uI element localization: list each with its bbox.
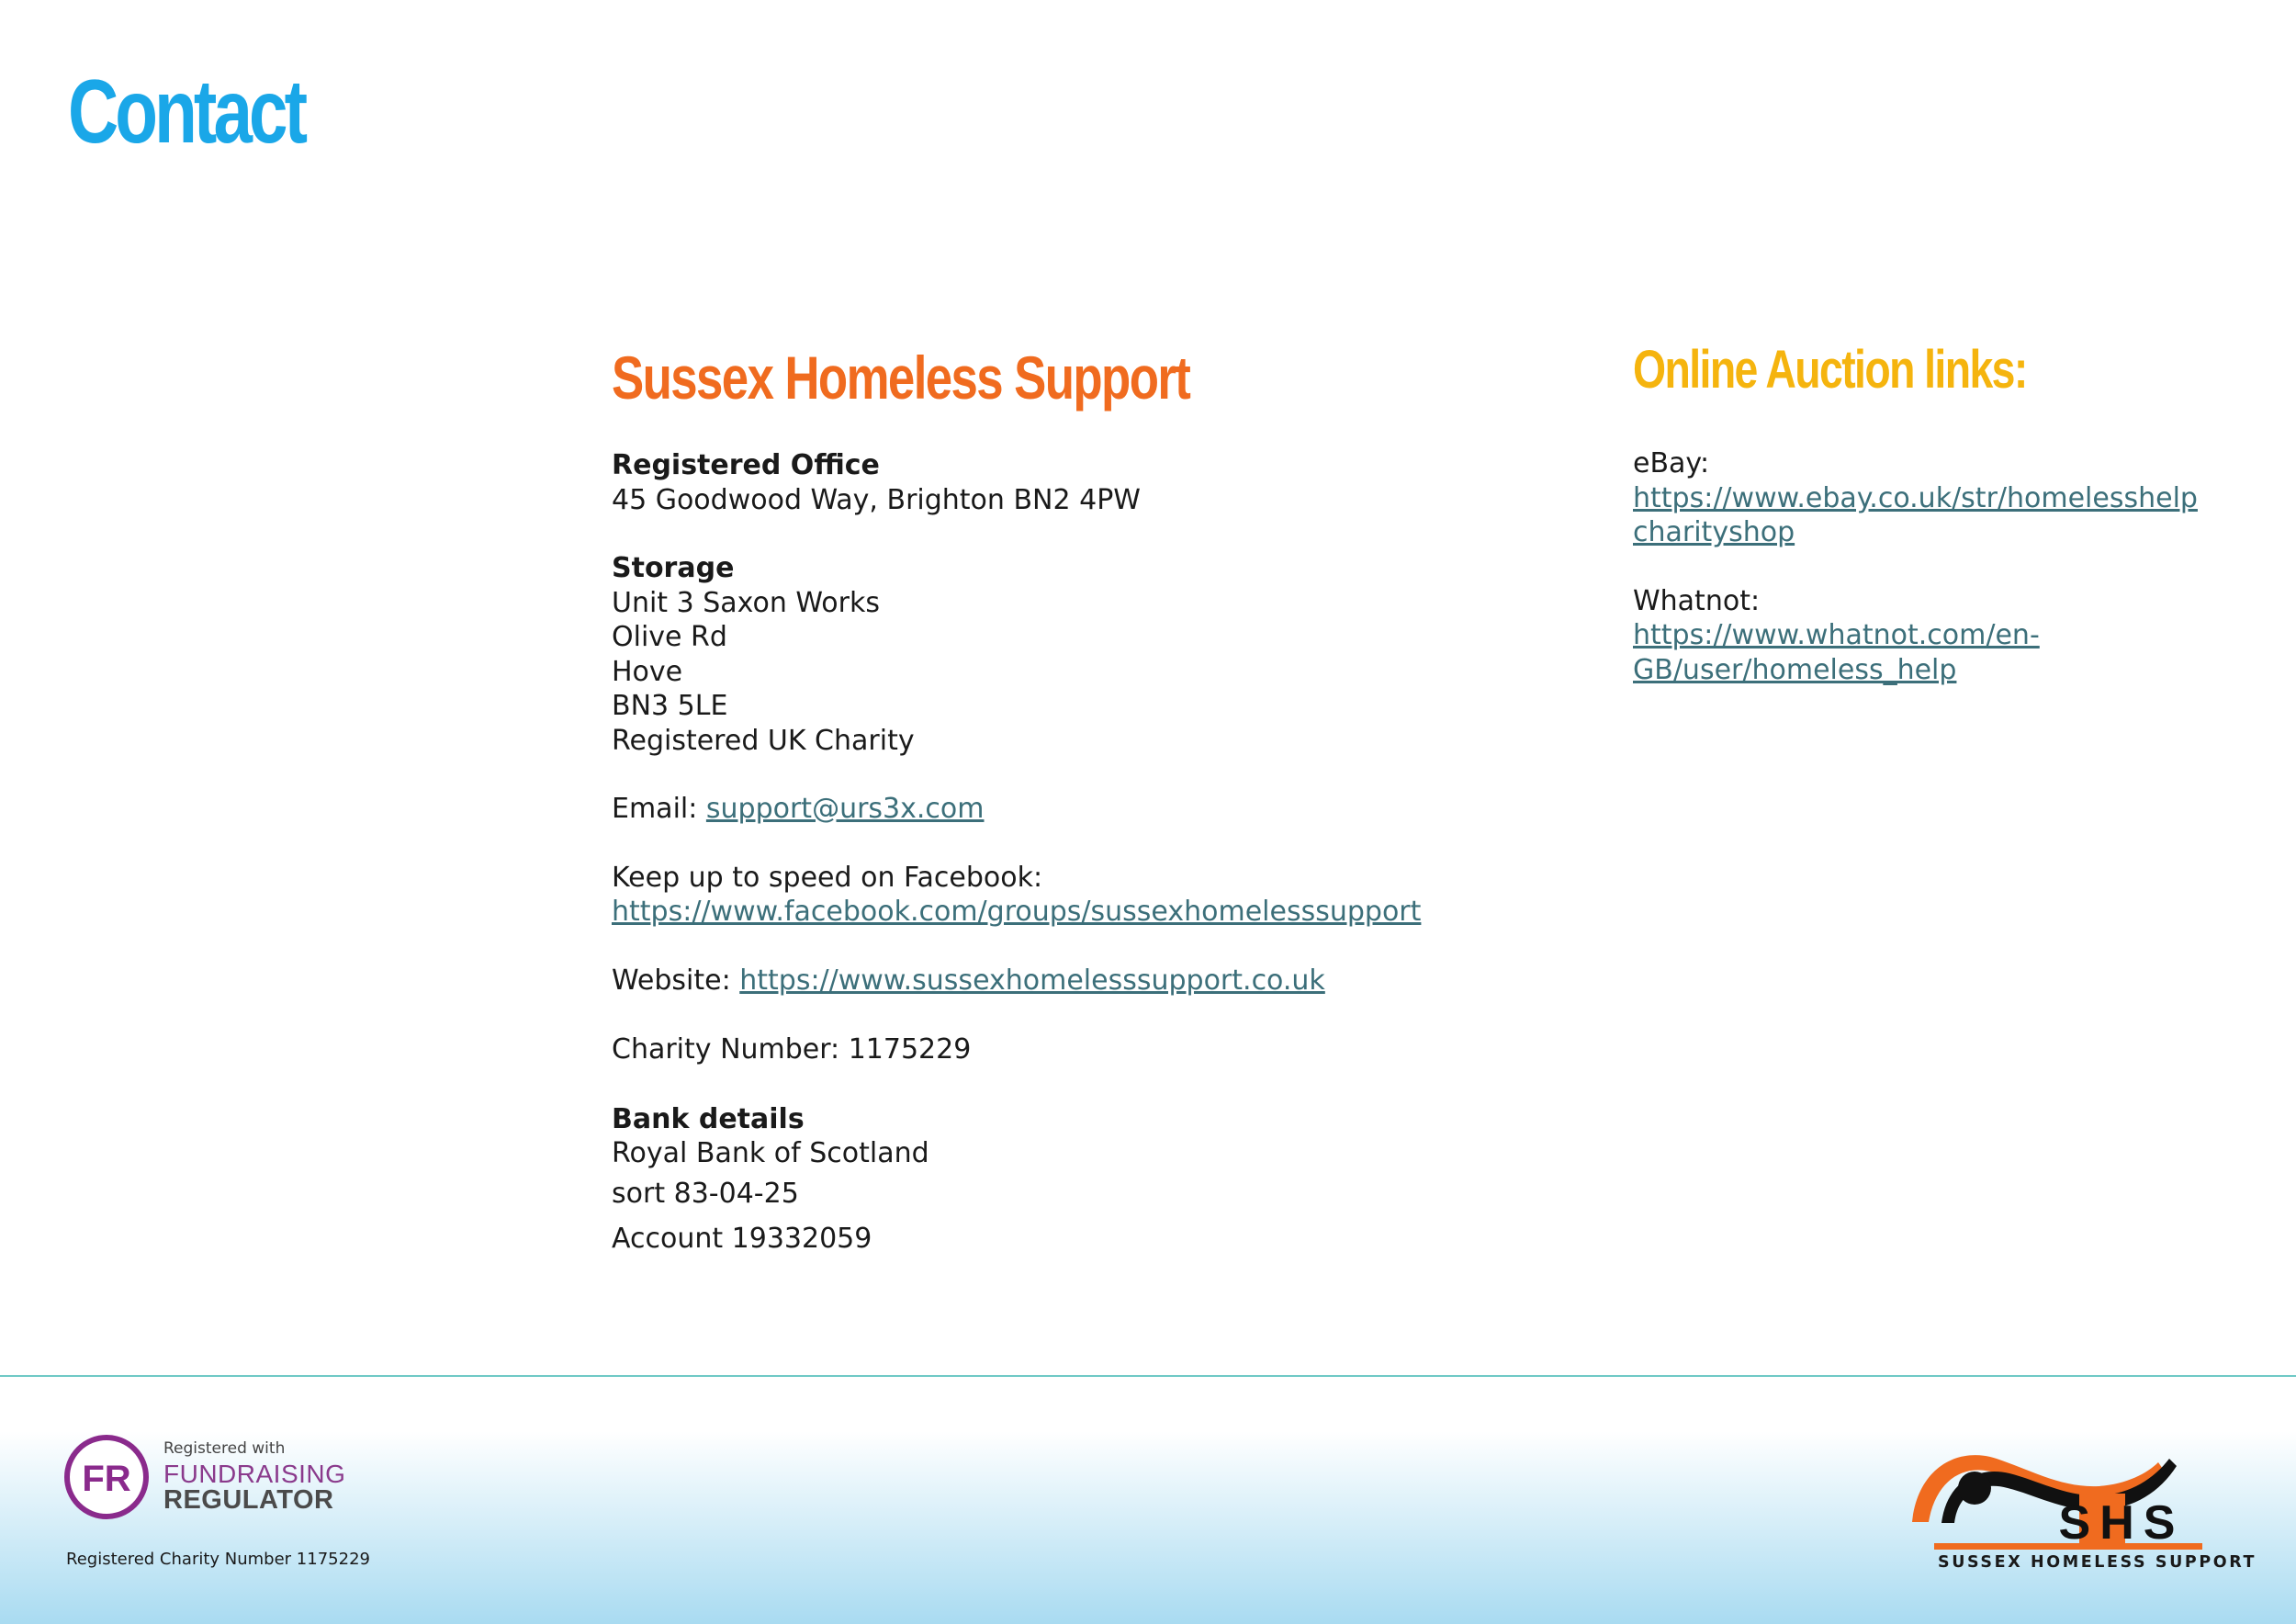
auction-heading: Online Auction links:	[1633, 340, 2027, 400]
fr-regulator: REGULATOR	[163, 1485, 334, 1515]
auction-links	[1633, 340, 2202, 687]
shs-caption: SUSSEX HOMELESS SUPPORT	[1938, 1553, 2257, 1572]
ebay-label: eBay:	[1633, 447, 1710, 479]
email-link[interactable]: support@urs3x.com	[705, 793, 985, 825]
whatnot-link[interactable]: https://www.whatnot.com/en-GB/user/homeless_help	[1633, 619, 2040, 686]
ebay-link[interactable]: https://www.ebay.co.uk/str/homelesshelpcharityshop	[1633, 481, 2198, 548]
email-row	[612, 792, 1438, 827]
facebook-link[interactable]: https://www.facebook.com/groups/sussexhomelesssupport	[612, 896, 1422, 928]
website-label: Website:	[612, 964, 740, 997]
storage-line: Hove	[612, 655, 683, 688]
storage-label: Storage	[612, 552, 735, 584]
whatnot-label: Whatnot:	[1633, 584, 1761, 617]
fr-fundraising: FUNDRAISING	[163, 1460, 346, 1488]
registered-office-label: Registered Office	[612, 449, 880, 481]
fr-badge-text: FR	[82, 1459, 131, 1499]
bank-details-label: Bank details	[612, 1102, 805, 1135]
bank-name: Royal Bank of Scotland	[612, 1137, 929, 1169]
website-link[interactable]: https://www.sussexhomelesssupport.co.uk	[739, 964, 1325, 997]
fundraising-regulator-logo-icon	[62, 1433, 151, 1521]
facebook-label: Keep up to speed on Facebook:	[612, 861, 1043, 894]
page-title: Contact	[68, 61, 305, 162]
shs-letters: SHS	[2058, 1496, 2185, 1550]
shs-logo-icon	[1901, 1415, 2232, 1552]
website-row	[612, 964, 1438, 998]
registered-charity-number: Registered Charity Number 1175229	[66, 1550, 370, 1569]
storage-line: Unit 3 Saxon Works	[612, 586, 880, 619]
organisation-heading: Sussex Homeless Support	[612, 344, 1190, 412]
fr-registered-with: Registered with	[163, 1439, 286, 1458]
bank-sort-code: sort 83-04-25	[612, 1177, 799, 1210]
storage-line: Olive Rd	[612, 621, 727, 653]
storage-line: BN3 5LE	[612, 690, 728, 722]
charity-number: Charity Number: 1175229	[612, 1033, 972, 1066]
storage-line: Registered UK Charity	[612, 724, 915, 757]
organisation-details	[612, 344, 1438, 1261]
registered-office-address: 45 Goodwood Way, Brighton BN2 4PW	[612, 483, 1141, 516]
bank-account: Account 19332059	[612, 1222, 872, 1255]
email-label: Email:	[612, 793, 706, 825]
